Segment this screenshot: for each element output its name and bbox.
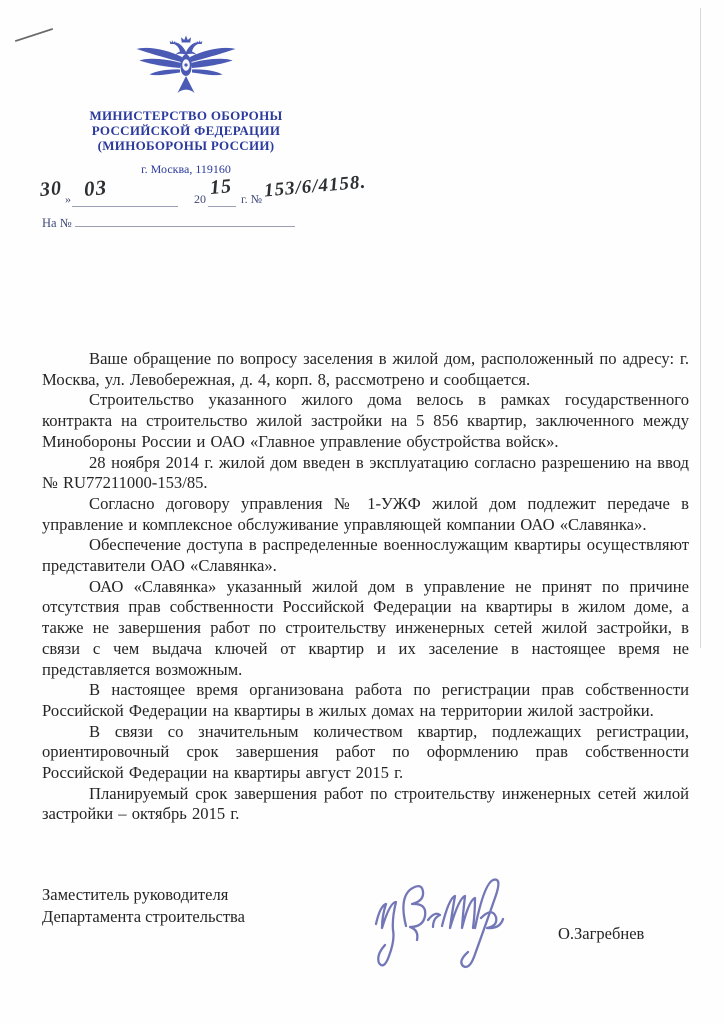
printed-number-label: г. № <box>241 192 263 206</box>
paragraph: Обеспечение доступа в распределенные военнослужащим квартиры осуществляют представители ОАО «Славянка». <box>42 535 689 576</box>
handwritten-year: 15 <box>209 175 233 199</box>
signer-position-line2: Департамента строительства <box>42 907 245 926</box>
date-number-row <box>28 171 367 208</box>
printed-closing-quote: » <box>65 192 71 206</box>
handwritten-doc-number: 153/6/4158. <box>263 171 367 202</box>
letterhead <box>58 34 314 177</box>
signer-name: О.Загребнев <box>558 924 645 943</box>
paragraph: ОАО «Славянка» указанный жилой дом в управление не принят по причине отсутствия прав собственности Российской Федерации на квартиры в жилом доме, а также не завершения работ по строительству инженерных сетей жилой застройки, в связи с чем выдача ключей от квартир и их заселение в настоящее время не представляется возможным. <box>42 576 689 679</box>
paragraph: Планируемый срок завершения работ по строительству инженерных сетей жилой застройки – октябрь 2015 г. <box>42 783 689 824</box>
signer-position <box>42 884 245 928</box>
reply-to-blank-line <box>75 214 295 227</box>
org-address: г. Москва, 119160 <box>141 162 231 176</box>
paragraph: 28 ноября 2014 г. жилой дом введен в эксплуатацию согласно разрешению на ввод № RU77211000-153/85. <box>42 452 689 493</box>
signer-position-line1: Заместитель руководителя <box>42 885 229 904</box>
paragraph: Ваше обращение по вопросу заселения в жилой дом, расположенный по адресу: г. Москва, ул. Левобережная, д. 4, корп. 8, рассмотрено и сообщается. <box>42 349 689 389</box>
letter-body <box>42 349 689 825</box>
org-name-line1: МИНИСТЕРСТВО ОБОРОНЫ <box>89 108 283 123</box>
paragraph: В связи со значительным количеством квартир, подлежащих регистрации, ориентировочный срок завершения работ по оформлению прав собственности Российской Федерации на квартиры август 2015 г. <box>42 721 689 783</box>
handwritten-signature <box>362 858 527 988</box>
printed-year-prefix: 20 <box>194 192 206 206</box>
mod-eagle-emblem-icon <box>134 34 238 100</box>
org-name-line2: РОССИЙСКОЙ ФЕДЕРАЦИИ <box>91 123 281 138</box>
pen-stroke-mark <box>15 28 54 42</box>
scan-artifact-line <box>700 8 701 648</box>
handwritten-day: 30 <box>39 177 63 201</box>
paragraph: Согласно договору управления № 1-УЖФ жилой дом подлежит передаче в управление и комплексное обслуживание управляющей компании ОАО «Славянка». <box>42 493 689 534</box>
handwritten-month: 03 <box>82 175 108 201</box>
paragraph: Строительство указанного жилого дома велось в рамках государственного контракта на строительство жилой застройки на 5 856 квартир, заключенного между Минобороны России и ОАО «Главное управление обустройства войск». <box>42 390 689 451</box>
org-name-line3: (МИНОБОРОНЫ РОССИИ) <box>97 138 275 153</box>
reply-to-label: На № <box>42 216 72 230</box>
paragraph: В настоящее время организована работа по регистрации прав собственности Российской Федерации на квартиры в жилых домах на территории жилой застройки. <box>42 680 689 720</box>
reply-to-row <box>42 214 295 231</box>
